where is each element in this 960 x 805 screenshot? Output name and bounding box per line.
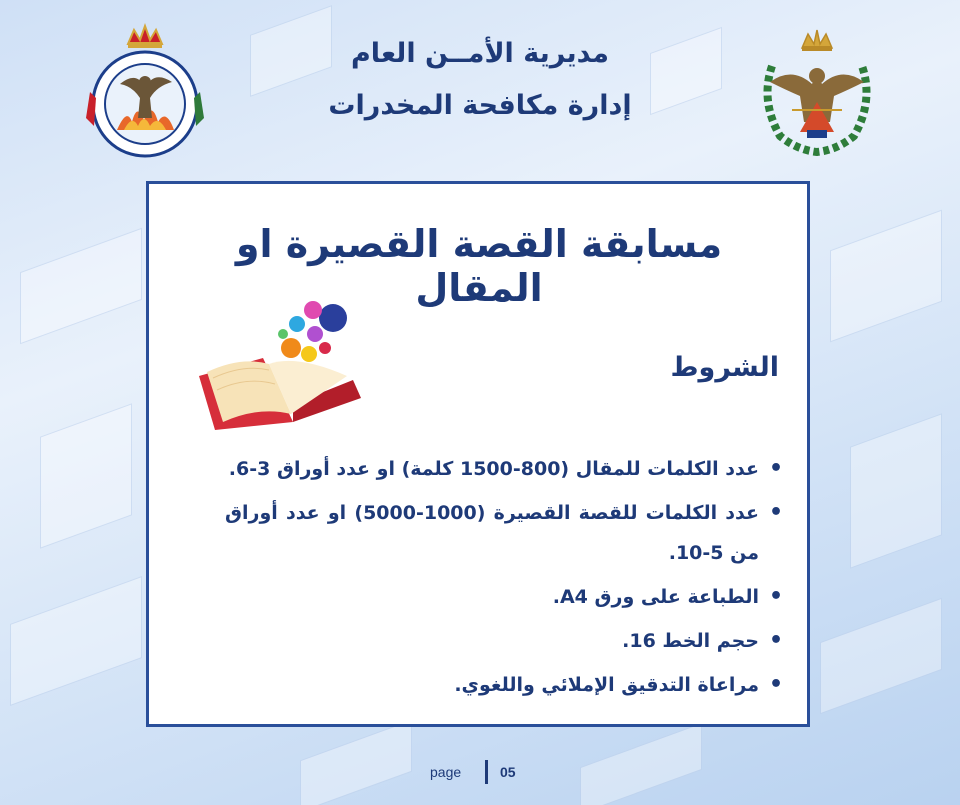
page-number: 05	[500, 764, 516, 780]
condition-item: • حجم الخط 16.	[225, 621, 785, 661]
page-separator	[485, 760, 488, 784]
open-book-icon	[193, 294, 368, 434]
condition-item: • عدد الكلمات للمقال (800-1500 كلمة) او عدد أوراق 3-6.	[225, 449, 785, 489]
conditions-heading: الشروط	[670, 352, 779, 383]
conditions-list	[225, 449, 785, 709]
public-security-emblem-icon	[752, 26, 882, 156]
competition-card	[146, 181, 810, 727]
page-footer	[420, 758, 530, 788]
competition-title: مسابقة القصة القصيرة او المقال	[235, 222, 723, 310]
condition-item: • مراعاة التدقيق الإملائي واللغوي.	[225, 665, 785, 705]
condition-item: • عدد الكلمات للقصة القصيرة (1000-5000) او عدد أوراق من 5-10.	[225, 493, 785, 573]
header-title-line-2: إدارة مكافحة المخدرات	[328, 90, 632, 121]
anti-narcotics-emblem-icon	[82, 22, 208, 160]
page-label: page	[430, 764, 462, 780]
condition-item: • الطباعة على ورق A4.	[225, 577, 785, 617]
header-title-line-1: مديرية الأمــن العام	[351, 38, 609, 69]
